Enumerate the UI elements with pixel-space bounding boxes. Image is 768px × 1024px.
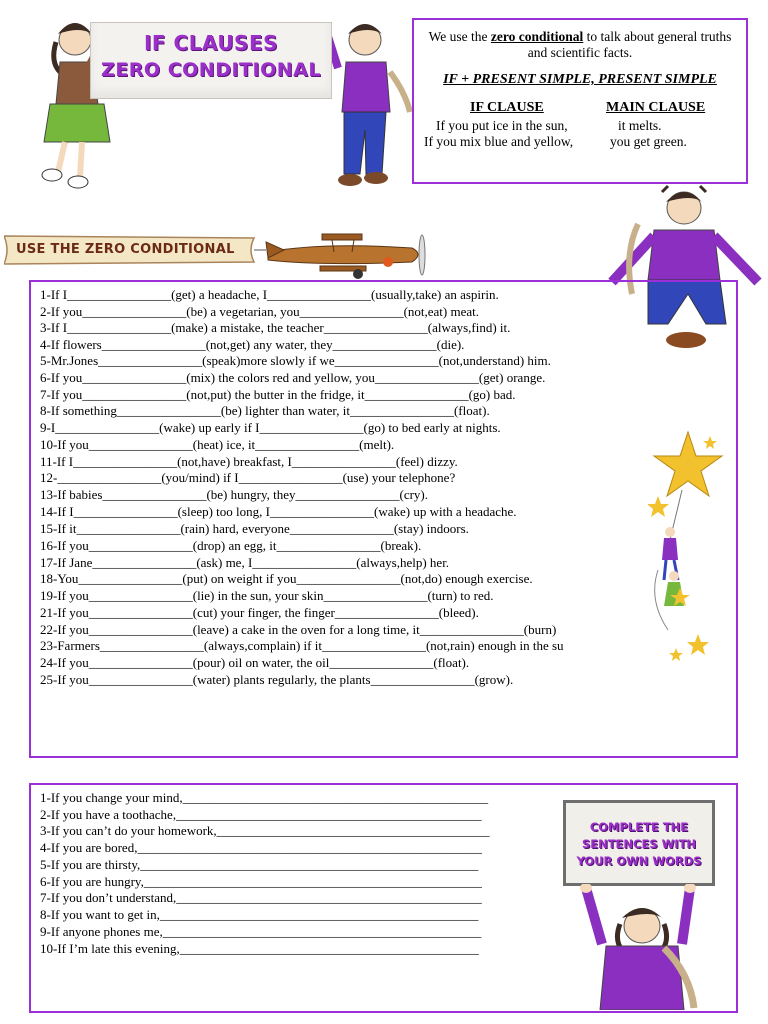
exercise1-item: 1-If I________________(get) a headache, I________________(usually,take) an aspirin. <box>40 287 499 302</box>
example2-main: you get green. <box>610 134 687 149</box>
exercise2-item: 2-If you have a toothache,_______________________________________________ <box>40 807 482 822</box>
exercise1-item: 10-If you________________(heat) ice, it________________(melt). <box>40 437 395 452</box>
complete-sign-line3: YOUR OWN WORDS <box>576 854 702 868</box>
complete-sign <box>563 800 715 886</box>
exercise2-item: 10-If I’m late this evening,______________________________________________ <box>40 941 479 956</box>
complete-sign-line1: COMPLETE THE <box>589 820 689 834</box>
example1-main: it melts. <box>618 118 662 133</box>
col-if-clause-header: IF CLAUSE <box>470 100 544 115</box>
exercise2-item: 4-If you are bored,_____________________________________________________ <box>40 840 482 855</box>
exercise1-item: 14-If I________________(sleep) too long, I________________(wake) up with a headache. <box>40 504 517 519</box>
exercise1-item: 23-Farmers________________(always,complain) if it________________(not,rain) enough in the su <box>40 638 564 653</box>
exercise1-item: 3-If I________________(make) a mistake, the teacher________________(always,find) it. <box>40 320 511 335</box>
exercise1-item: 25-If you________________(water) plants regularly, the plants________________(grow). <box>40 672 514 687</box>
exercise1-item: 2-If you________________(be) a vegetarian, you________________(not,eat) meat. <box>40 304 480 319</box>
exercise1-item: 12-________________(you/mind) if I________________(use) your telephone? <box>40 470 456 485</box>
intro-before: We use the <box>428 29 491 44</box>
stars-illustration <box>648 430 728 670</box>
exercise1-item: 18-You________________(put) on weight if you________________(not,do) enough exercise. <box>40 571 533 586</box>
airplane-icon <box>262 228 434 282</box>
exercise1-item: 19-If you________________(lie) in the sun, your skin________________(turn) to red. <box>40 588 494 603</box>
exercise1-item: 9-I________________(wake) up early if I________________(go) to bed early at nights. <box>40 420 501 435</box>
exercise1-item: 5-Mr.Jones________________(speak)more slowly if we________________(not,understand) him. <box>40 353 551 368</box>
info-box <box>412 18 748 184</box>
exercise1-item: 13-If babies________________(be) hungry, they________________(cry). <box>40 487 429 502</box>
intro-term: zero conditional <box>490 29 584 44</box>
exercise1-item: 21-If you________________(cut) your finger, the finger________________(bleed). <box>40 605 479 620</box>
title-line1: IF CLAUSES <box>143 31 279 55</box>
ribbon <box>4 232 266 268</box>
girl-holding-sign-icon <box>572 884 712 1010</box>
exercise1-item: 24-If you________________(pour) oil on water, the oil________________(float). <box>40 655 470 670</box>
exercise1-item: 11-If I________________(not,have) breakfast, I________________(feel) dizzy. <box>40 454 458 469</box>
exercise1-item: 8-If something________________(be) lighter than water, it________________(float). <box>40 403 490 418</box>
ribbon-text: USE THE ZERO CONDITIONAL <box>16 242 235 257</box>
airplane <box>262 228 434 282</box>
col-main-clause-header: MAIN CLAUSE <box>606 100 706 115</box>
complete-sign-text <box>566 819 712 870</box>
exercise2-item: 5-If you are thirsty,____________________________________________________ <box>40 857 479 872</box>
formula: IF + PRESENT SIMPLE, PRESENT SIMPLE <box>443 72 717 87</box>
title-line2: ZERO CONDITIONAL <box>101 59 321 81</box>
complete-sign-line2: SENTENCES WITH <box>581 837 697 851</box>
falling-stars-icon <box>648 430 728 670</box>
exercise1-item: 15-If it________________(rain) hard, everyone________________(stay) indoors. <box>40 521 469 536</box>
exercise1-item: 7-If you________________(not,put) the butter in the fridge, it________________(go) bad. <box>40 387 516 402</box>
exercise1-item: 22-If you________________(leave) a cake in the oven for a long time, it________________(burn) <box>40 622 557 637</box>
exercise2-item: 7-If you don’t understand,_______________________________________________ <box>40 890 482 905</box>
exercise1-item: 17-If Jane________________(ask) me, I________________(always,help) her. <box>40 555 450 570</box>
exercise2-item: 8-If you want to get in,_________________________________________________ <box>40 907 479 922</box>
example1-if: If you put ice in the sun, <box>436 118 568 133</box>
exercise1-item: 4-If flowers________________(not,get) any water, they________________(die). <box>40 337 465 352</box>
intro-text <box>414 29 746 61</box>
exercise2-item: 6-If you are hungry,____________________________________________________ <box>40 874 482 889</box>
girl-holding-sign <box>572 884 712 1010</box>
title-banner <box>90 22 332 99</box>
exercise1-item: 16-If you________________(drop) an egg, it________________(break). <box>40 538 422 553</box>
intro-after: to talk about general truths and scientific facts. <box>527 29 732 60</box>
exercise2-item: 3-If you can’t do your homework,__________________________________________ <box>40 823 490 838</box>
exercise2-item: 9-If anyone phones me,_________________________________________________ <box>40 924 482 939</box>
exercise2-item: 1-If you change your mind,_______________________________________________ <box>40 790 489 805</box>
example2-if: If you mix blue and yellow, <box>424 134 574 149</box>
exercise1-item: 6-If you________________(mix) the colors red and yellow, you________________(get) orange. <box>40 370 546 385</box>
